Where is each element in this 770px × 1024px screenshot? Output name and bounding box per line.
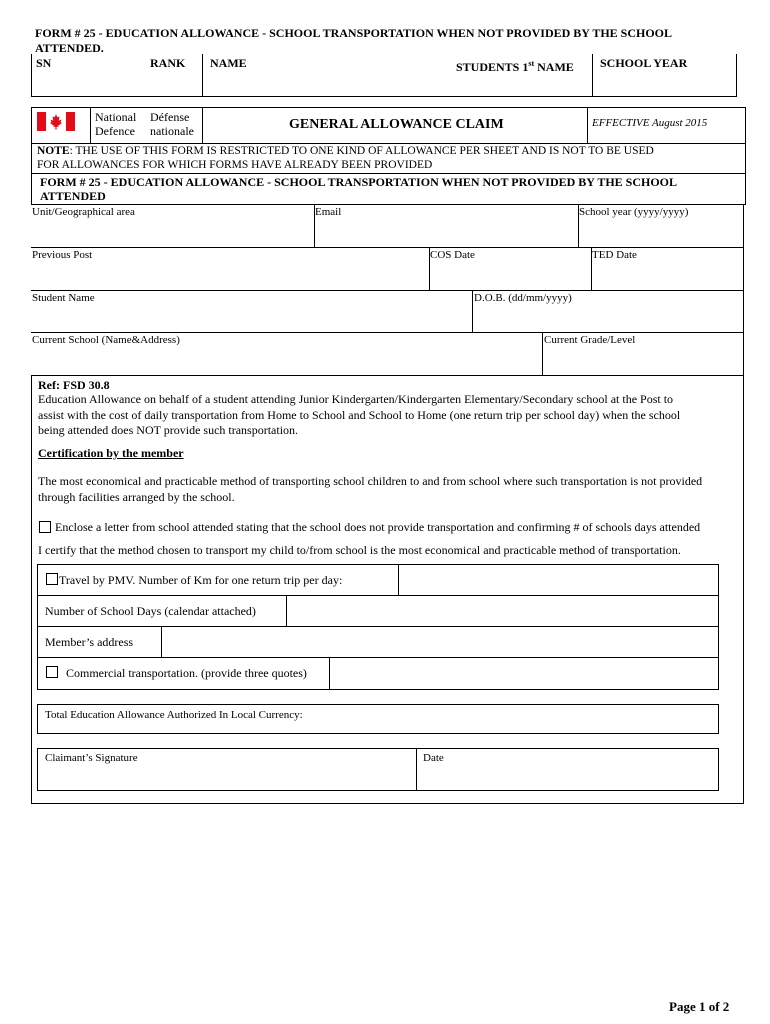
current-school-field[interactable]	[31, 347, 541, 374]
email-label: Email	[315, 206, 342, 218]
dob-field[interactable]	[473, 305, 743, 332]
ted-date-field[interactable]	[592, 262, 743, 290]
pmv-row	[38, 565, 718, 596]
economical-text: The most economical and practicable method of transporting school children to and from school where such transportation is not provided through facilities arranged by the school.	[38, 474, 703, 504]
subtitle-box	[31, 174, 746, 205]
sn-label: SN	[36, 56, 52, 70]
info-row-student	[31, 291, 744, 333]
transport-table	[37, 564, 719, 690]
commercial-field[interactable]	[331, 659, 716, 687]
rank-label: RANK	[150, 56, 186, 70]
unit-field[interactable]	[31, 219, 313, 247]
school-days-field[interactable]	[288, 597, 716, 625]
pmv-label: Travel by PMV. Number of Km for one return trip per day:	[59, 573, 343, 587]
previous-post-field[interactable]	[31, 262, 428, 290]
dept-en: National Defence	[95, 110, 137, 138]
pmv-checkbox[interactable]	[46, 573, 58, 585]
unit-label: Unit/Geographical area	[32, 206, 135, 218]
student-name-label: Student Name	[32, 292, 95, 304]
signature-box	[37, 748, 719, 791]
school-year-label: SCHOOL YEAR	[600, 56, 688, 70]
form-title	[35, 26, 755, 56]
current-grade-field[interactable]	[543, 347, 743, 374]
members-address-field[interactable]	[163, 628, 716, 656]
name-field[interactable]	[204, 70, 450, 96]
member-header-row	[31, 54, 737, 97]
members-address-row	[38, 627, 718, 658]
cos-date-field[interactable]	[430, 262, 590, 290]
signature-date-field[interactable]	[418, 765, 718, 791]
total-authorized-box[interactable]	[37, 704, 719, 734]
commercial-label: Commercial transportation. (provide three quotes)	[66, 666, 307, 680]
members-address-label: Member’s address	[45, 635, 134, 649]
effective-date: EFFECTIVE August 2015	[592, 117, 708, 129]
ref-fsd: Ref: FSD 30.8	[38, 378, 110, 392]
certification-section	[31, 375, 744, 804]
commercial-checkbox[interactable]	[46, 666, 58, 678]
certification-heading: Certification by the member	[38, 446, 184, 460]
note-label: NOTE	[37, 145, 70, 157]
current-school-label: Current School (Name&Address)	[32, 334, 180, 346]
claimant-signature-field[interactable]	[38, 765, 415, 791]
students-first-name-label: STUDENTS 1st NAME	[456, 59, 574, 74]
info-row-school	[31, 333, 744, 375]
form-title-line2: ATTENDED.	[35, 41, 104, 55]
dob-label: D.O.B. (dd/mm/yyyy)	[474, 292, 572, 304]
total-authorized-label: Total Education Allowance Authorized In Local Currency:	[45, 709, 303, 721]
sn-field[interactable]	[32, 70, 142, 96]
cos-date-label: COS Date	[430, 249, 475, 261]
certify-text: I certify that the method chosen to transport my child to/from school is the most economical and practicable method of transportation.	[38, 543, 681, 557]
claim-title: GENERAL ALLOWANCE CLAIM	[289, 117, 504, 132]
name-label: NAME	[210, 56, 247, 70]
info-grid	[31, 205, 744, 375]
date-label: Date	[423, 752, 444, 764]
school-days-row	[38, 596, 718, 627]
info-row-post	[31, 248, 744, 291]
students-first-name-field[interactable]	[452, 70, 590, 96]
school-year-yyyy-label: School year (yyyy/yyyy)	[579, 206, 689, 218]
previous-post-label: Previous Post	[32, 249, 93, 261]
claimant-signature-label: Claimant’s Signature	[45, 752, 138, 764]
claim-header	[31, 107, 746, 144]
note-box	[31, 144, 746, 174]
canada-flag-icon	[37, 112, 75, 131]
school-year-field[interactable]	[594, 70, 736, 96]
note-text: NOTE: THE USE OF THIS FORM IS RESTRICTED TO ONE KIND OF ALLOWANCE PER SHEET AND IS NOT TO BE USED FOR ALLOWANCES FOR WHICH FORMS HAVE ALREADY BEEN PROVIDED	[37, 145, 654, 171]
email-field[interactable]	[315, 219, 577, 247]
school-year-yyyy-field[interactable]	[579, 219, 743, 247]
student-name-field[interactable]	[31, 305, 471, 332]
description-text: Education Allowance on behalf of a student attending Junior Kindergarten/Kindergarten Elementary/Secondary school at the Post to assist with the cost of daily transportation from Home to School and School to Home (one return trip per school day) when the school being attended does NOT provide such transportation.	[38, 392, 681, 437]
ted-date-label: TED Date	[592, 249, 637, 261]
page-number: Page 1 of 2	[669, 999, 730, 1014]
pmv-km-field[interactable]	[400, 566, 716, 594]
rank-field[interactable]	[144, 70, 200, 96]
dept-fr: Défense nationale	[150, 110, 194, 138]
current-grade-label: Current Grade/Level	[544, 334, 636, 346]
subtitle-text: FORM # 25 - EDUCATION ALLOWANCE - SCHOOL TRANSPORTATION WHEN NOT PROVIDED BY THE SCHOOL ATTENDED	[40, 175, 678, 203]
enclose-letter-label: Enclose a letter from school attended stating that the school does not provide transportation and confirming # of schools days attended	[55, 520, 701, 534]
enclose-letter-checkbox[interactable]	[39, 521, 51, 533]
form-title-line1: FORM # 25 - EDUCATION ALLOWANCE - SCHOOL TRANSPORTATION WHEN NOT PROVIDED BY THE SCHOOL	[35, 26, 673, 40]
school-days-label: Number of School Days (calendar attached)	[45, 604, 256, 618]
info-row-unit	[31, 205, 744, 248]
commercial-row	[38, 658, 718, 689]
